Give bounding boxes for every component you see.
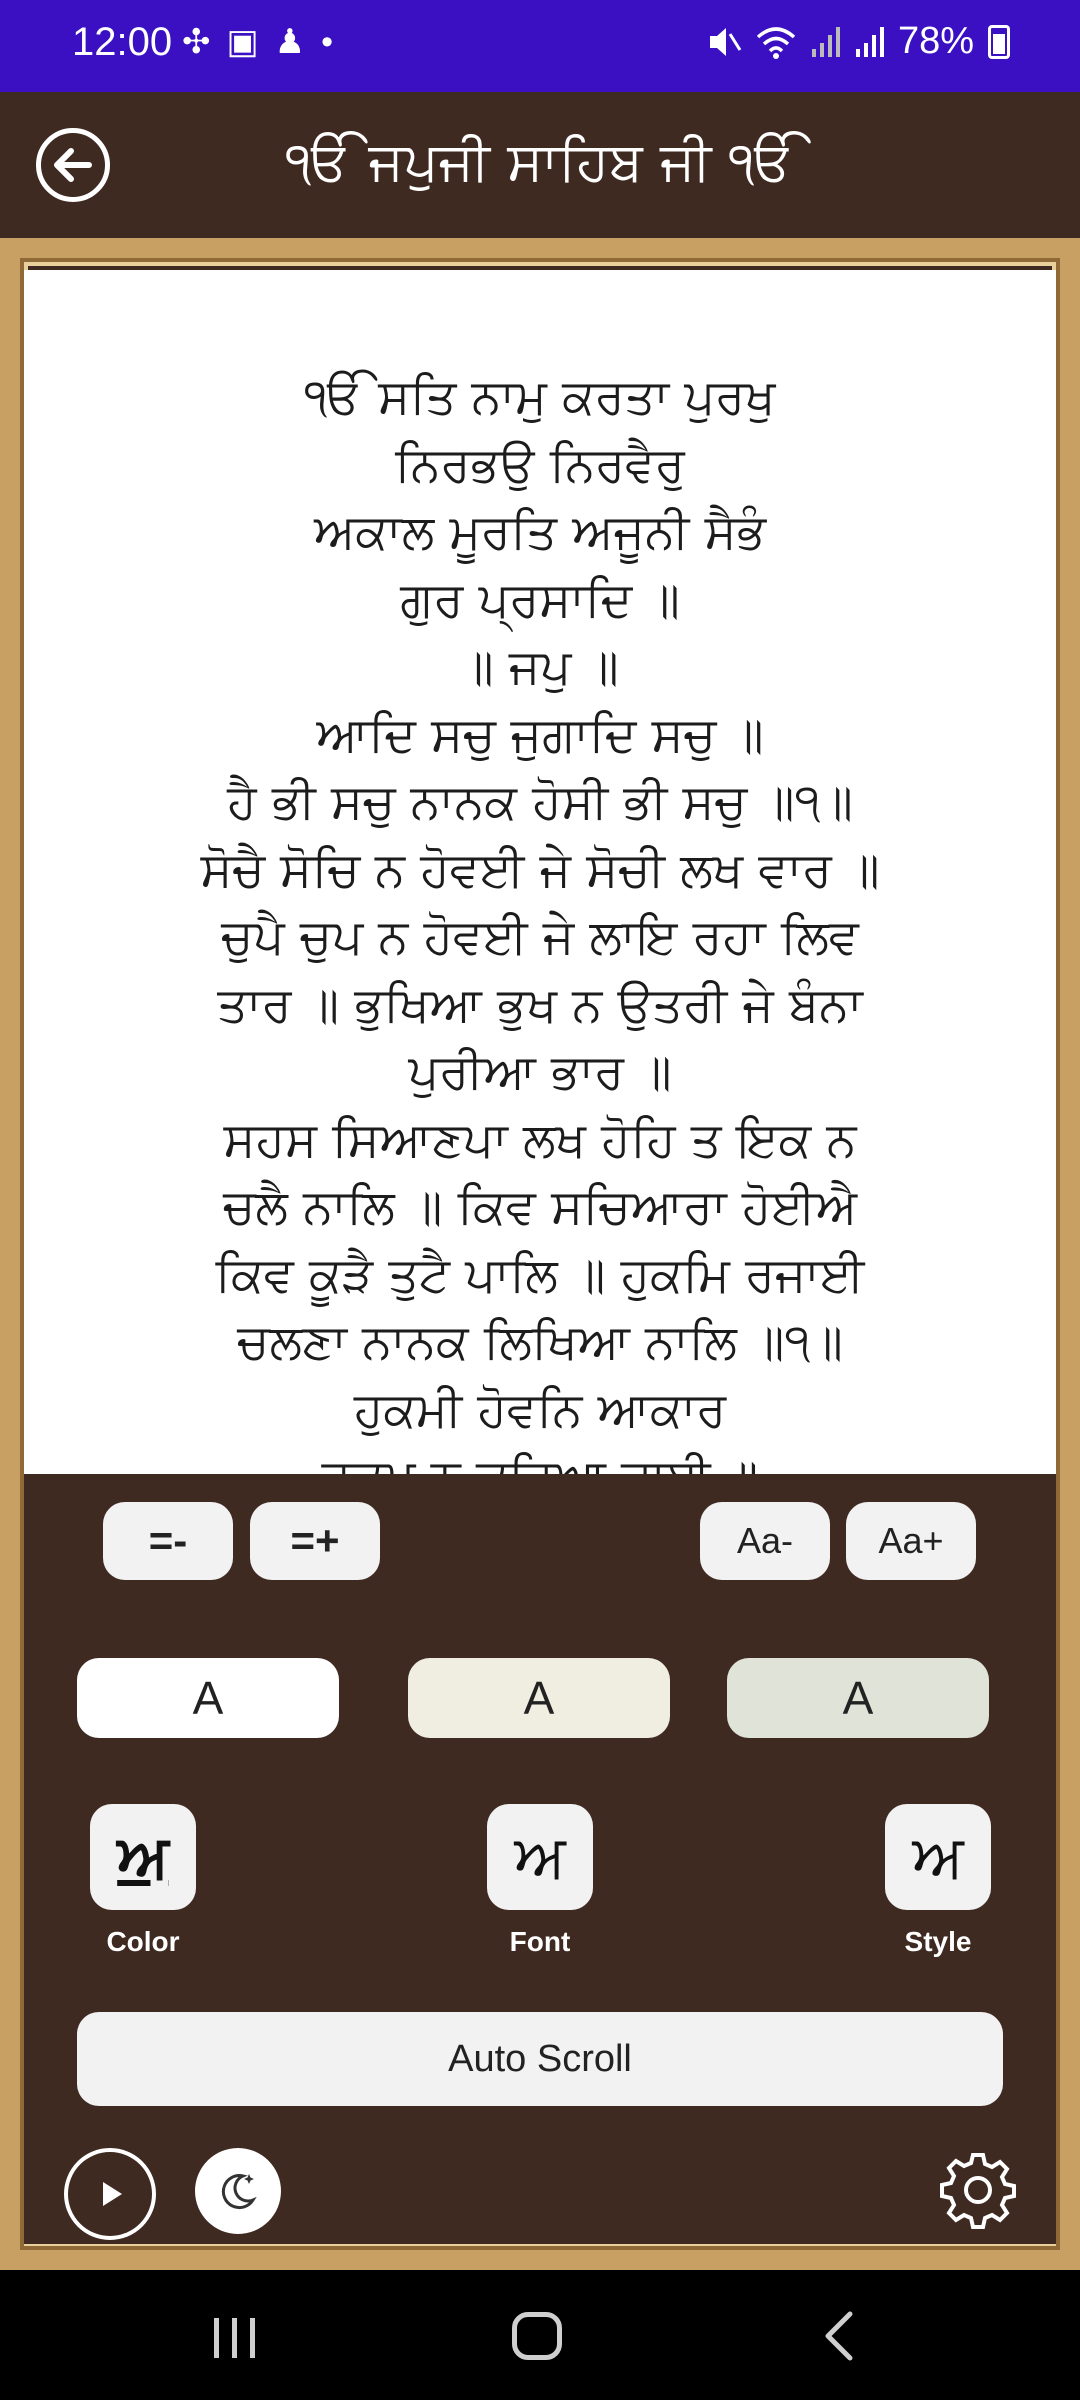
theme-sage-button[interactable]: A — [727, 1658, 989, 1738]
play-button[interactable] — [64, 2148, 156, 2240]
gurbani-panel[interactable] — [24, 270, 1056, 1474]
theme-white-button[interactable]: A — [77, 1658, 339, 1738]
gurbani-line: ਆਦਿ ਸਚੁ ਜੁਗਾਦਿ ਸਚੁ ॥ — [316, 706, 764, 763]
color-label: Color — [106, 1926, 180, 1957]
recent-apps-icon[interactable] — [210, 2318, 260, 2358]
line-spacing-increase-button[interactable]: =+ — [250, 1502, 380, 1580]
night-mode-icon — [213, 2166, 263, 2216]
signal-icon — [854, 25, 884, 59]
auto-scroll-button[interactable]: Auto Scroll — [77, 2012, 1003, 2106]
gurmukhi-style-icon: ਅ — [912, 1822, 964, 1892]
reader-area — [0, 238, 1080, 2270]
line-spacing-decrease-button[interactable]: =- — [103, 1502, 233, 1580]
gurbani-line: ਪੁਰੀਆ ਭਾਰ ॥ — [408, 1044, 672, 1100]
gurbani-line: ਅਕਾਲ ਮੂਰਤਿ ਅਜੂਨੀ ਸੈਭੰ — [314, 504, 766, 560]
gurmukhi-color-icon: ਅ — [117, 1822, 169, 1892]
home-icon[interactable] — [512, 2312, 562, 2360]
wifi-icon — [756, 25, 796, 59]
system-nav-bar — [0, 2270, 1080, 2400]
gurbani-line: ੴ ਸਤਿ ਨਾਮੁ ਕਰਤਾ ਪੁਰਖੁ — [304, 369, 776, 425]
style-label: Style — [904, 1926, 972, 1957]
notification-icons — [182, 22, 349, 62]
gurbani-line: ਨਿਰਭਉ ਨਿਰਵੈਰੁ — [395, 436, 685, 493]
signal-icon — [810, 25, 840, 59]
dot-icon: • — [321, 23, 350, 61]
gurbani-text — [24, 364, 1056, 1512]
font-size-increase-button[interactable]: Aa+ — [846, 1502, 976, 1580]
page-title: ੴ ਜਪੁਜੀ ਸਾਹਿਬ ਜੀ ੴ — [285, 130, 795, 193]
gurbani-line: ਤਾਰ ॥ ਭੁਖਿਆ ਭੁਖ ਨ ਉਤਰੀ ਜੇ ਬੰਨਾ — [217, 976, 863, 1033]
color-button[interactable] — [90, 1804, 196, 1910]
gurmukhi-font-icon: ਅ — [514, 1822, 566, 1892]
battery-percent: 78% — [897, 20, 974, 62]
theme-cream-button[interactable]: A — [408, 1658, 670, 1738]
play-icon — [90, 2174, 130, 2214]
settings-panel — [24, 1474, 1056, 2244]
font-button[interactable] — [487, 1804, 593, 1910]
status-bar — [0, 0, 1080, 92]
image-icon: ▣ — [226, 23, 275, 61]
gurbani-line: ਸੋਚੈ ਸੋਚਿ ਨ ਹੋਵਈ ਜੇ ਸੋਚੀ ਲਖ ਵਾਰ ॥ — [200, 841, 880, 898]
font-size-decrease-button[interactable]: Aa- — [700, 1502, 830, 1580]
gurbani-line: ਹੁਕਮੀ ਹੋਵਨਿ ਆਕਾਰ — [353, 1381, 727, 1438]
mute-icon — [706, 24, 742, 60]
figure-icon: ♟ — [274, 23, 322, 61]
battery-icon — [988, 25, 1010, 59]
back-button[interactable] — [36, 128, 110, 202]
gurbani-line: ਕਿਵ ਕੂੜੈ ਤੁਟੈ ਪਾਲਿ ॥ ਹੁਕਮਿ ਰਜਾਈ — [215, 1246, 865, 1303]
back-arrow-icon — [51, 143, 95, 187]
gurbani-line: ਗੁਰ ਪ੍ਰਸਾਦਿ ॥ — [400, 571, 680, 628]
gurbani-line: ॥ ਜਪੁ ॥ — [461, 639, 619, 695]
night-mode-button[interactable] — [195, 2148, 281, 2234]
font-label: Font — [509, 1926, 571, 1957]
gurbani-line: ਹੈ ਭੀ ਸਚੁ ਨਾਨਕ ਹੋਸੀ ਭੀ ਸਚੁ ॥੧॥ — [227, 774, 853, 830]
gurbani-line: ਚਲੈ ਨਾਲਿ ॥ ਕਿਵ ਸਚਿਆਰਾ ਹੋਈਐ — [223, 1179, 857, 1235]
back-icon[interactable] — [820, 2310, 860, 2362]
gurbani-line: ਚੁਪੈ ਚੁਪ ਨ ਹੋਵਈ ਜੇ ਲਾਇ ਰਹਾ ਲਿਵ — [221, 909, 859, 965]
gurbani-line: ਚਲਣਾ ਨਾਨਕ ਲਿਖਿਆ ਨਾਲਿ ॥੧॥ — [237, 1314, 843, 1370]
pinwheel-icon: ✣ — [182, 23, 227, 61]
settings-gear-icon — [937, 2149, 1019, 2231]
system-icons — [706, 20, 1010, 63]
app-bar — [0, 92, 1080, 238]
gurbani-line: ਸਹਸ ਸਿਆਣਪਾ ਲਖ ਹੋਹਿ ਤ ਇਕ ਨ — [223, 1111, 857, 1168]
style-button[interactable] — [885, 1804, 991, 1910]
settings-button[interactable] — [934, 2146, 1022, 2234]
clock: 12:00 — [72, 20, 173, 64]
